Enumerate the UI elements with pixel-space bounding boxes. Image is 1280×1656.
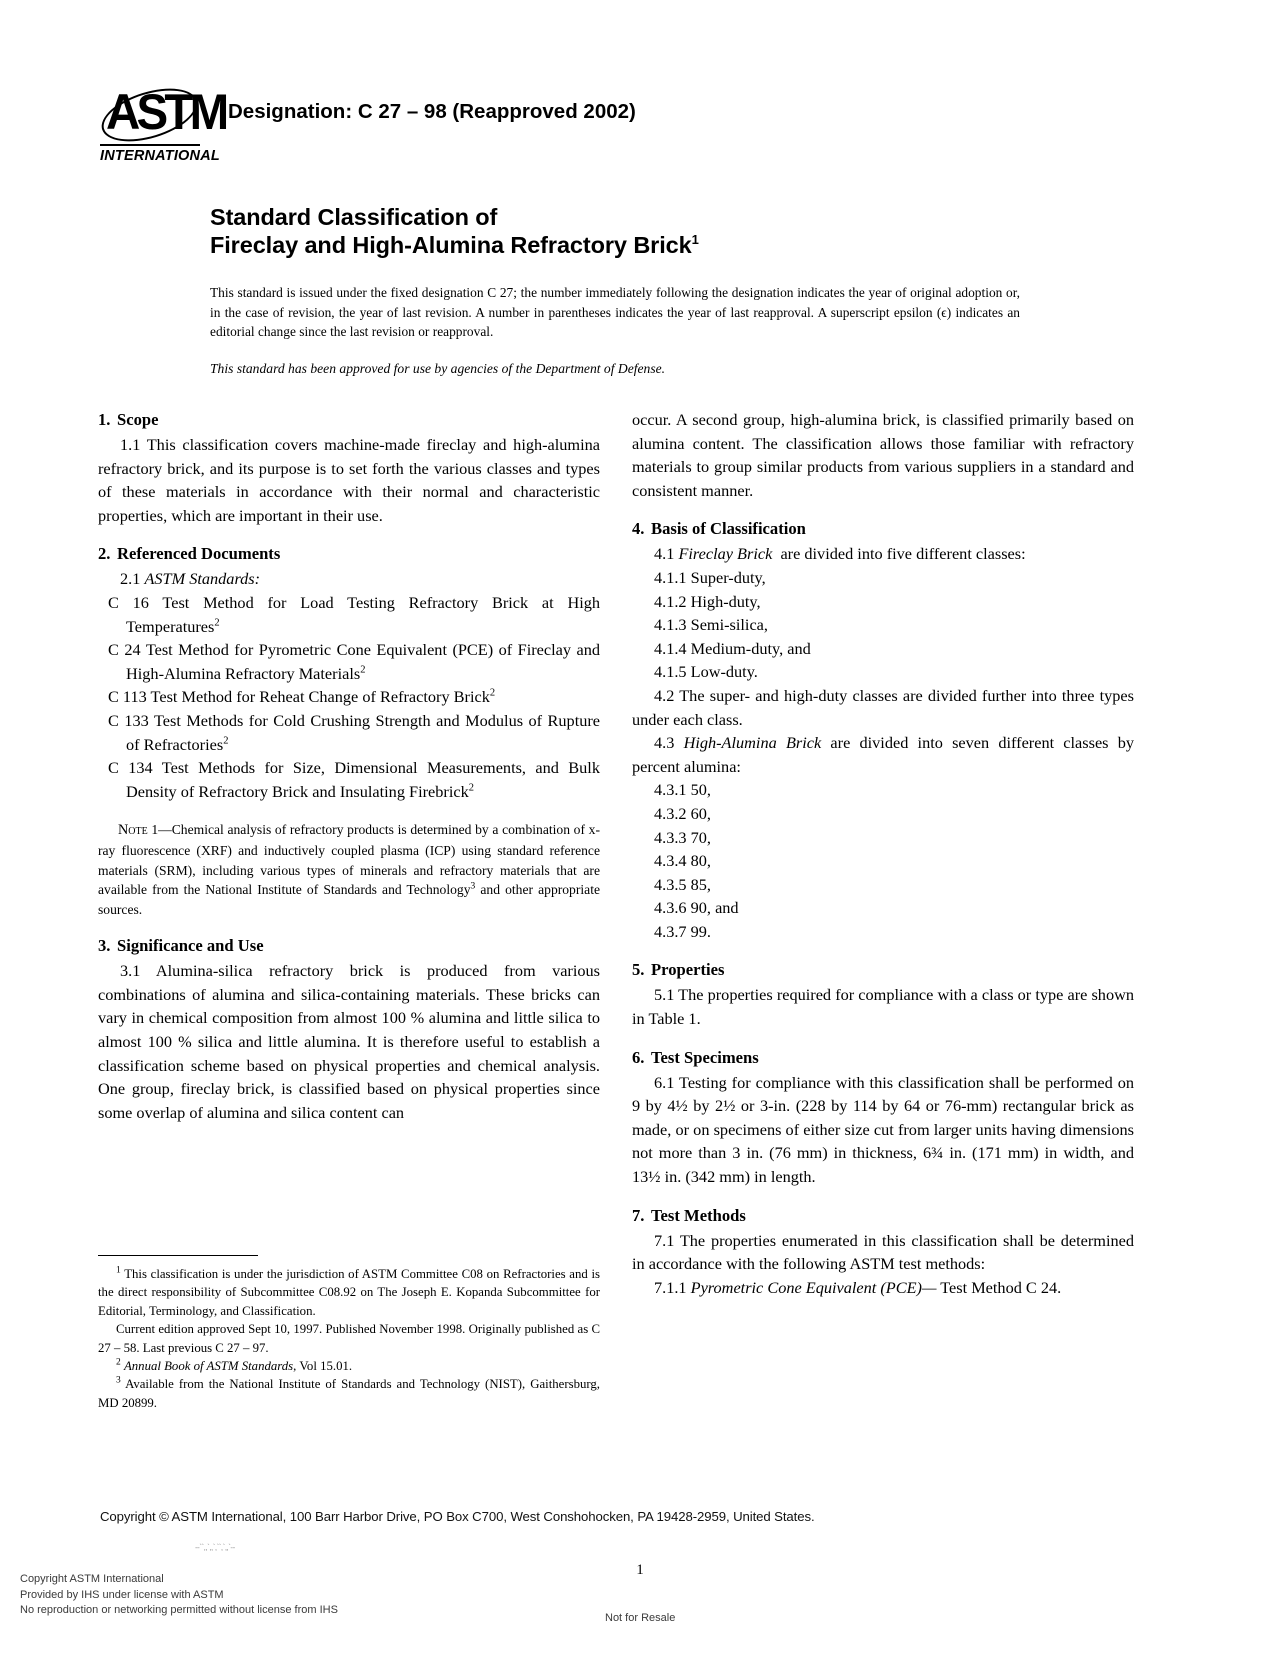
item-label: Super-duty, xyxy=(690,567,766,587)
paragraph-4-1 xyxy=(632,542,1134,566)
footnote-italic-text: Annual Book of ASTM Standards xyxy=(123,1359,294,1374)
section-heading-significance-and-use xyxy=(98,934,600,957)
section-heading-basis-of-classification xyxy=(632,517,1134,540)
footnote-divider xyxy=(98,1255,258,1256)
item-label: High-duty, xyxy=(690,591,761,611)
section-title-5: Properties xyxy=(651,960,725,980)
note-1-number: 1 xyxy=(151,822,159,838)
reference-id: C 113 xyxy=(108,687,147,707)
item-label: 50, xyxy=(690,780,711,800)
doc-title-line-2-wrap xyxy=(210,231,1040,259)
paragraph-7-1-1 xyxy=(632,1276,1134,1300)
footnote-marker: 1 xyxy=(116,1265,121,1276)
list-item xyxy=(632,590,1134,614)
paragraph-7-1-1-italic-term: Pyrometric Cone Equivalent (PCE)— xyxy=(690,1277,937,1297)
list-item xyxy=(632,778,1134,802)
reference-id: C 16 xyxy=(108,592,149,612)
item-number: 4.3.3 xyxy=(654,827,687,847)
reference-text: Test Method for Load Testing Refractory Brick at High Temperatures xyxy=(126,592,601,636)
reference-text: Test Methods for Cold Crushing Strength and Modulus of Rupture of Refractories xyxy=(126,710,601,754)
not-for-resale-label: Not for Resale xyxy=(605,1612,676,1624)
reference-footnote-marker: 2 xyxy=(223,735,229,747)
footnote-item xyxy=(98,1265,600,1320)
page-number: 1 xyxy=(636,1562,644,1578)
section-number-6: 6. xyxy=(632,1047,645,1067)
doc-title-line-1: Standard Classification of xyxy=(210,204,498,230)
item-number: 4.1.4 xyxy=(654,638,687,658)
reference-item xyxy=(98,709,600,756)
doc-title-line-2: Fireclay and High-Alumina Refractory Brick xyxy=(210,232,692,258)
footnote-text: Available from the National Institute of Standards and Technology (NIST), Gaithersburg, MD 20899. xyxy=(98,1377,600,1410)
paragraph-3-1-continuation: occur. A second group, high-alumina brick, is classified primarily based on alumina content. The classification allows those familiar with refractory materials to group similar products from various suppliers in a standard and consistent manner. xyxy=(632,410,1134,500)
reference-text: Test Method for Pyrometric Cone Equivalent (PCE) of Fireclay and High-Alumina Refractory Materials xyxy=(126,640,600,683)
section-title-4: Basis of Classification xyxy=(651,519,806,539)
astm-logo-letters: ASTM xyxy=(106,84,226,140)
paragraph-4-1-number: 4.1 xyxy=(654,544,675,564)
designation-line: Designation: C 27 – 98 (Reapproved 2002) xyxy=(228,100,636,123)
section-title-3: Significance and Use xyxy=(117,936,264,956)
item-label: Medium-duty, and xyxy=(690,638,811,658)
footnote-item xyxy=(98,1357,600,1375)
ihs-line-2: Provided by IHS under license with ASTM xyxy=(20,1588,224,1601)
section-number-5: 5. xyxy=(632,960,645,980)
section-title-6: Test Specimens xyxy=(651,1047,759,1067)
footnote-marker: 3 xyxy=(116,1376,121,1387)
list-item xyxy=(632,849,1134,873)
item-number: 4.1.1 xyxy=(654,567,687,587)
list-item xyxy=(632,873,1134,897)
list-item xyxy=(632,826,1134,850)
footnote-item xyxy=(98,1320,600,1357)
section-heading-properties xyxy=(632,958,1134,981)
paragraph-4-1-text: are divided into five different classes: xyxy=(780,544,1026,564)
reference-item xyxy=(98,638,600,685)
item-label: 99. xyxy=(690,921,711,941)
scan-artifact-marks: --``,,`,,`,``,`,,`-- xyxy=(195,1543,235,1552)
section-number-4: 4. xyxy=(632,519,645,539)
section-heading-referenced-documents xyxy=(98,542,600,565)
note-1-text-a: —Chemical analysis of refractory products is determined by a combination of x-ray fluorescence (XRF) and inductively coupled plasma (ICP) using standard reference materials (SRM), including various types of minerals and refractory materials that are available from the National Institute of Standards and Technology xyxy=(98,822,600,898)
item-label: 85, xyxy=(690,874,711,894)
paragraph-6-1: 6.1 Testing for compliance with this classification shall be performed on 9 by 4½ by 2½ or 3-in. (228 by 114 by 64 or 76-mm) rectangular brick as made, or on specimens of either size cut from larger units having dimensions not more than 3 in. (76 mm) in thickness, 6¾ in. (171 mm) in width, and 13½ in. (342 mm) in length. xyxy=(632,1072,1134,1187)
item-number: 4.3.2 xyxy=(654,803,687,823)
title-block xyxy=(210,203,1040,378)
standard-issuance-note: This standard is issued under the fixed designation C 27; the number immediately following the designation indicates the year of original adoption or, in the case of revision, the year of last revision. A number in parentheses indicates the year of last reapproval. A superscript epsilon (ϵ) indicates an editorial change since the last revision or reapproval. xyxy=(210,285,1020,339)
reference-item xyxy=(98,685,600,709)
reference-item xyxy=(98,591,600,638)
section-number-3: 3. xyxy=(98,936,111,956)
reference-footnote-marker: 2 xyxy=(214,617,220,629)
paragraph-5-1: 5.1 The properties required for compliance with a class or type are shown in Table 1. xyxy=(632,985,1134,1029)
note-1 xyxy=(98,820,600,919)
section-number-1: 1. xyxy=(98,410,111,429)
note-1-footnote-marker: 3 xyxy=(470,881,476,892)
astm-logo-mark xyxy=(100,84,226,146)
left-column xyxy=(98,408,600,1124)
paragraph-3-1: 3.1 Alumina-silica refractory brick is produced from various combinations of alumina and silica-containing materials. These bricks can vary in chemical composition from almost 100 % alumina and little silica to almost 100 % silica and little alumina. It is therefore useful to establish a classification scheme based on physical properties and chemical analysis. One group, fireclay brick, is classified based on physical properties since some overlap of alumina and silica content can xyxy=(98,961,600,1122)
list-item xyxy=(632,637,1134,661)
page-title xyxy=(210,203,1040,259)
ihs-license-block xyxy=(20,1572,338,1619)
item-label: Semi-silica, xyxy=(690,615,768,635)
paragraph-1-1: 1.1 This classification covers machine-made fireclay and high-alumina refractory brick, and its purpose is to set forth the various classes and types of these materials in accordance with their normal and characteristic properties, which are important in their use. xyxy=(98,435,600,525)
item-label: 60, xyxy=(690,803,711,823)
astm-logo xyxy=(100,84,226,170)
footnote-text: , Vol 15.01. xyxy=(293,1359,353,1374)
paragraph-4-3-text: are divided into seven different classes by percent alumina: xyxy=(632,733,1135,776)
paragraph-7-1-1-text: Test Method C 24. xyxy=(936,1277,1062,1297)
copyright-notice: Copyright © ASTM International, 100 Barr Harbor Drive, PO Box C700, West Conshohocken, PA 19428-2959, United States. xyxy=(100,1509,815,1524)
paragraph-7-1: 7.1 The properties enumerated in this classification shall be determined in accordance with the following ASTM test methods: xyxy=(632,1230,1134,1274)
footnote-item xyxy=(98,1375,600,1412)
reference-footnote-marker: 2 xyxy=(360,664,366,676)
item-number: 4.3.1 xyxy=(654,780,687,800)
item-number: 4.1.2 xyxy=(654,591,687,611)
page-header xyxy=(100,84,1180,174)
item-number: 4.1.5 xyxy=(654,662,687,682)
list-item xyxy=(632,566,1134,590)
footnote-text: This classification is under the jurisdiction of ASTM Committee C08 on Refractories and is the direct responsibility of Subcommittee C08.92 on The Joseph E. Kopanda Subcommittee for Editorial, Terminology, and Classification. xyxy=(98,1267,600,1318)
subhead-2-1-number: 2.1 xyxy=(120,569,141,589)
paragraph-4-3-italic-term: High-Alumina Brick xyxy=(683,733,822,753)
astm-logo-subtitle: INTERNATIONAL xyxy=(100,144,200,164)
footnote-text: Current edition approved Sept 10, 1997. Published November 1998. Originally published as C 27 – 58. Last previous C 27 – 97. xyxy=(98,1322,600,1355)
reference-text: Test Method for Reheat Change of Refractory Brick xyxy=(150,687,490,707)
title-footnote-marker: 1 xyxy=(691,232,699,248)
paragraph-4-3-number: 4.3 xyxy=(654,733,675,753)
note-1-label: Note xyxy=(118,822,148,839)
footnotes-block xyxy=(98,1255,600,1412)
note-1-text-b: and other appropriate sources. xyxy=(98,882,601,917)
reference-id: C 24 xyxy=(108,640,141,660)
section-number-2: 2. xyxy=(98,544,111,564)
right-column xyxy=(632,408,1134,1299)
section-heading-test-specimens xyxy=(632,1046,1134,1069)
item-label: 70, xyxy=(690,827,711,847)
list-item xyxy=(632,660,1134,684)
section-heading-test-methods xyxy=(632,1204,1134,1227)
paragraph-4-2: 4.2 The super- and high-duty classes are divided further into three types under each class. xyxy=(632,685,1134,729)
ihs-line-1: Copyright ASTM International xyxy=(20,1573,164,1585)
dod-approval-note: This standard has been approved for use by agencies of the Department of Defense. xyxy=(210,360,666,376)
subhead-2-1 xyxy=(98,567,600,591)
item-number: 4.1.3 xyxy=(654,615,687,635)
item-label: 80, xyxy=(690,851,711,871)
paragraph-4-1-italic-term: Fireclay Brick xyxy=(678,544,773,564)
item-number: 4.3.7 xyxy=(654,921,687,941)
reference-id: C 133 xyxy=(108,710,149,730)
list-item xyxy=(632,896,1134,920)
item-label: Low-duty. xyxy=(690,662,758,682)
item-number: 4.3.6 xyxy=(654,898,687,918)
section-heading-scope xyxy=(98,408,600,431)
ihs-line-3: No reproduction or networking permitted without license from IHS xyxy=(20,1604,338,1616)
reference-text: Test Methods for Size, Dimensional Measurements, and Bulk Density of Refractory Brick and Insulating Firebrick xyxy=(126,758,600,801)
list-item xyxy=(632,920,1134,944)
paragraph-7-1-1-number: 7.1.1 xyxy=(654,1277,687,1297)
item-number: 4.3.4 xyxy=(654,851,687,871)
subhead-2-1-label: ASTM Standards: xyxy=(144,569,261,589)
list-item xyxy=(632,613,1134,637)
section-number-7: 7. xyxy=(632,1205,645,1225)
reference-item xyxy=(98,756,600,803)
reference-footnote-marker: 2 xyxy=(468,782,474,794)
section-title-7: Test Methods xyxy=(651,1205,746,1225)
reference-footnote-marker: 2 xyxy=(489,687,496,699)
item-label: 90, and xyxy=(690,898,739,918)
section-title-2: Referenced Documents xyxy=(117,544,281,564)
footnote-marker: 2 xyxy=(116,1357,121,1368)
list-item xyxy=(632,802,1134,826)
reference-id: C 134 xyxy=(108,758,153,778)
paragraph-4-3 xyxy=(632,731,1134,778)
section-title-1: Scope xyxy=(117,410,159,429)
item-number: 4.3.5 xyxy=(654,874,687,894)
